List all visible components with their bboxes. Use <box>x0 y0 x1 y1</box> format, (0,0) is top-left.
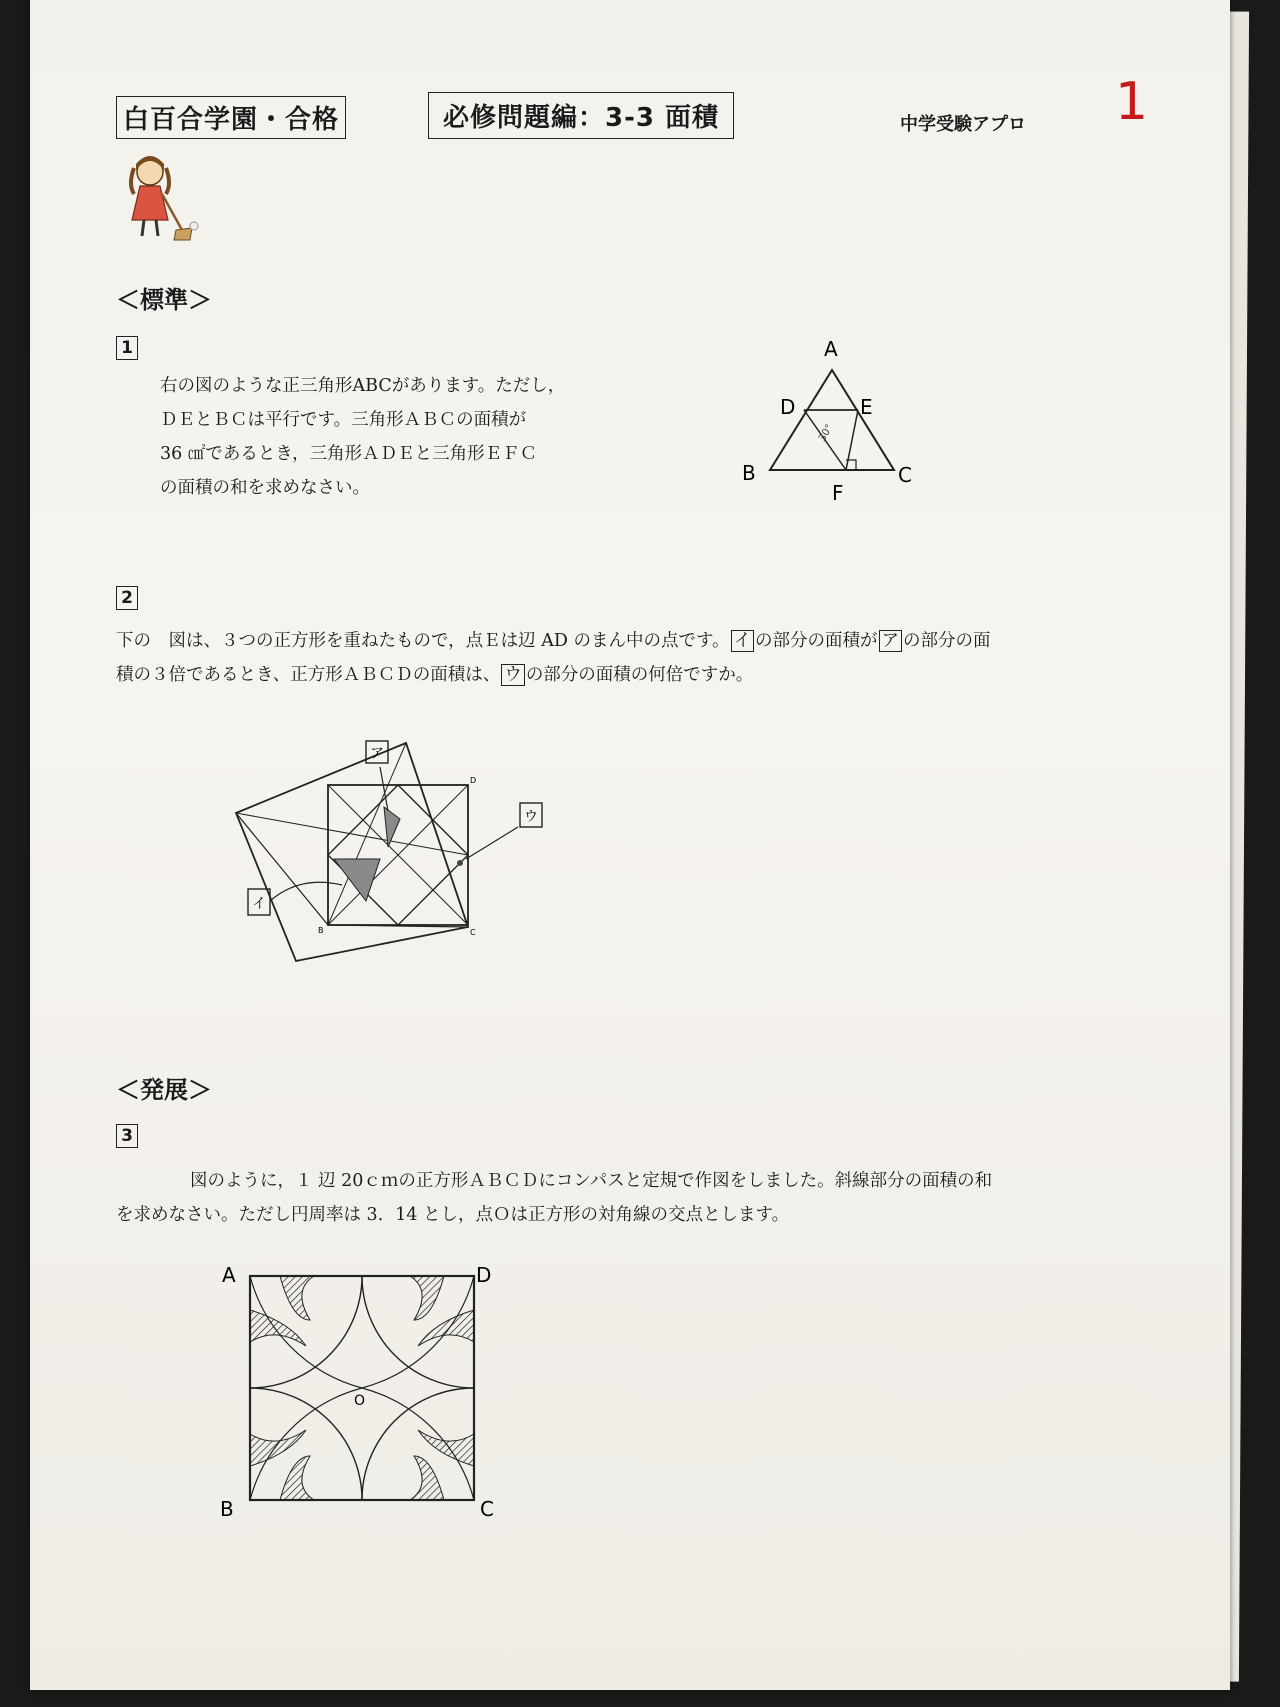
question-2-text-c: の部分の面 <box>903 631 991 651</box>
label-c: C <box>898 463 912 487</box>
girl-sweeping-illustration <box>110 150 200 250</box>
box-i: イ <box>731 630 755 652</box>
label-sq-d3: D <box>476 1263 492 1287</box>
label-sq-b3: B <box>220 1497 234 1521</box>
question-1-line-3: 36 ㎠であるとき，三角形ＡＤＥと三角形ＥＦＣ <box>160 444 538 464</box>
worksheet-page <box>30 0 1230 1690</box>
label-b: B <box>742 461 756 485</box>
question-3-line-1: 図のように，１ 辺 20ｃｍの正方形ＡＢＣＤにコンパスと定規で作図をしました。斜線部分の面積の和 <box>190 1171 993 1191</box>
label-o: O <box>354 1393 366 1409</box>
svg-text:30°: 30° <box>817 422 836 444</box>
label-e: E <box>860 395 873 419</box>
label-sq-c3: C <box>480 1497 494 1521</box>
label-ta: ア <box>370 746 384 762</box>
box-a: ア <box>879 630 903 652</box>
question-2-line-2 <box>116 658 753 692</box>
bleed-through-decoration <box>150 250 1110 270</box>
question-2-line-1 <box>116 624 991 658</box>
question-2-text-d: 積の３倍であるとき、正方形ＡＢＣＤの面積は、 <box>116 665 501 685</box>
question-1-triangle-figure <box>710 334 930 514</box>
label-a: A <box>824 337 838 361</box>
question-3-number: 3 <box>116 1124 138 1148</box>
question-2-squares-figure <box>230 715 560 975</box>
label-ti: イ <box>252 896 266 912</box>
unit-title: 必修問題編：3-3 面積 <box>428 92 734 139</box>
label-sq-d: D <box>470 776 477 785</box>
label-sq-b: B <box>318 926 324 935</box>
page-number: 1 <box>1115 72 1149 132</box>
question-2-text-b: の部分の面積が <box>755 631 878 651</box>
label-f: F <box>832 481 844 505</box>
question-1-number: 1 <box>116 336 138 360</box>
question-2-number: 2 <box>116 586 138 610</box>
section-standard-heading: ＜標準＞ <box>116 286 212 314</box>
question-2-text-a: 下の 図は、３つの正方形を重ねたもので，点Ｅは辺 AD のまん中の点です。 <box>116 631 730 651</box>
question-1-line-4: の面積の和を求めなさい。 <box>160 478 370 498</box>
question-1-line-2: ＤＥとＢＣは平行です。三角形ＡＢＣの面積が <box>160 410 527 430</box>
brand-name: 中学受験アプロ <box>900 114 1026 135</box>
label-sq-a3: A <box>222 1263 236 1287</box>
label-tu: ウ <box>524 809 538 825</box>
question-2-text-e: の部分の面積の何倍ですか。 <box>525 665 754 685</box>
box-u: ウ <box>501 664 525 686</box>
section-advanced-heading: ＜発展＞ <box>116 1076 212 1104</box>
question-3-square-arcs-figure <box>180 1250 500 1530</box>
label-sq-c: C <box>470 928 476 937</box>
question-3-line-2: を求めなさい。ただし円周率は 3．14 とし，点Ｏは正方形の対角線の交点とします。 <box>116 1205 790 1225</box>
school-label: 白百合学園・合格 <box>116 96 346 139</box>
label-d: D <box>780 395 796 419</box>
question-1-line-1: 右の図のような正三角形ABCがあります。ただし， <box>160 376 566 396</box>
